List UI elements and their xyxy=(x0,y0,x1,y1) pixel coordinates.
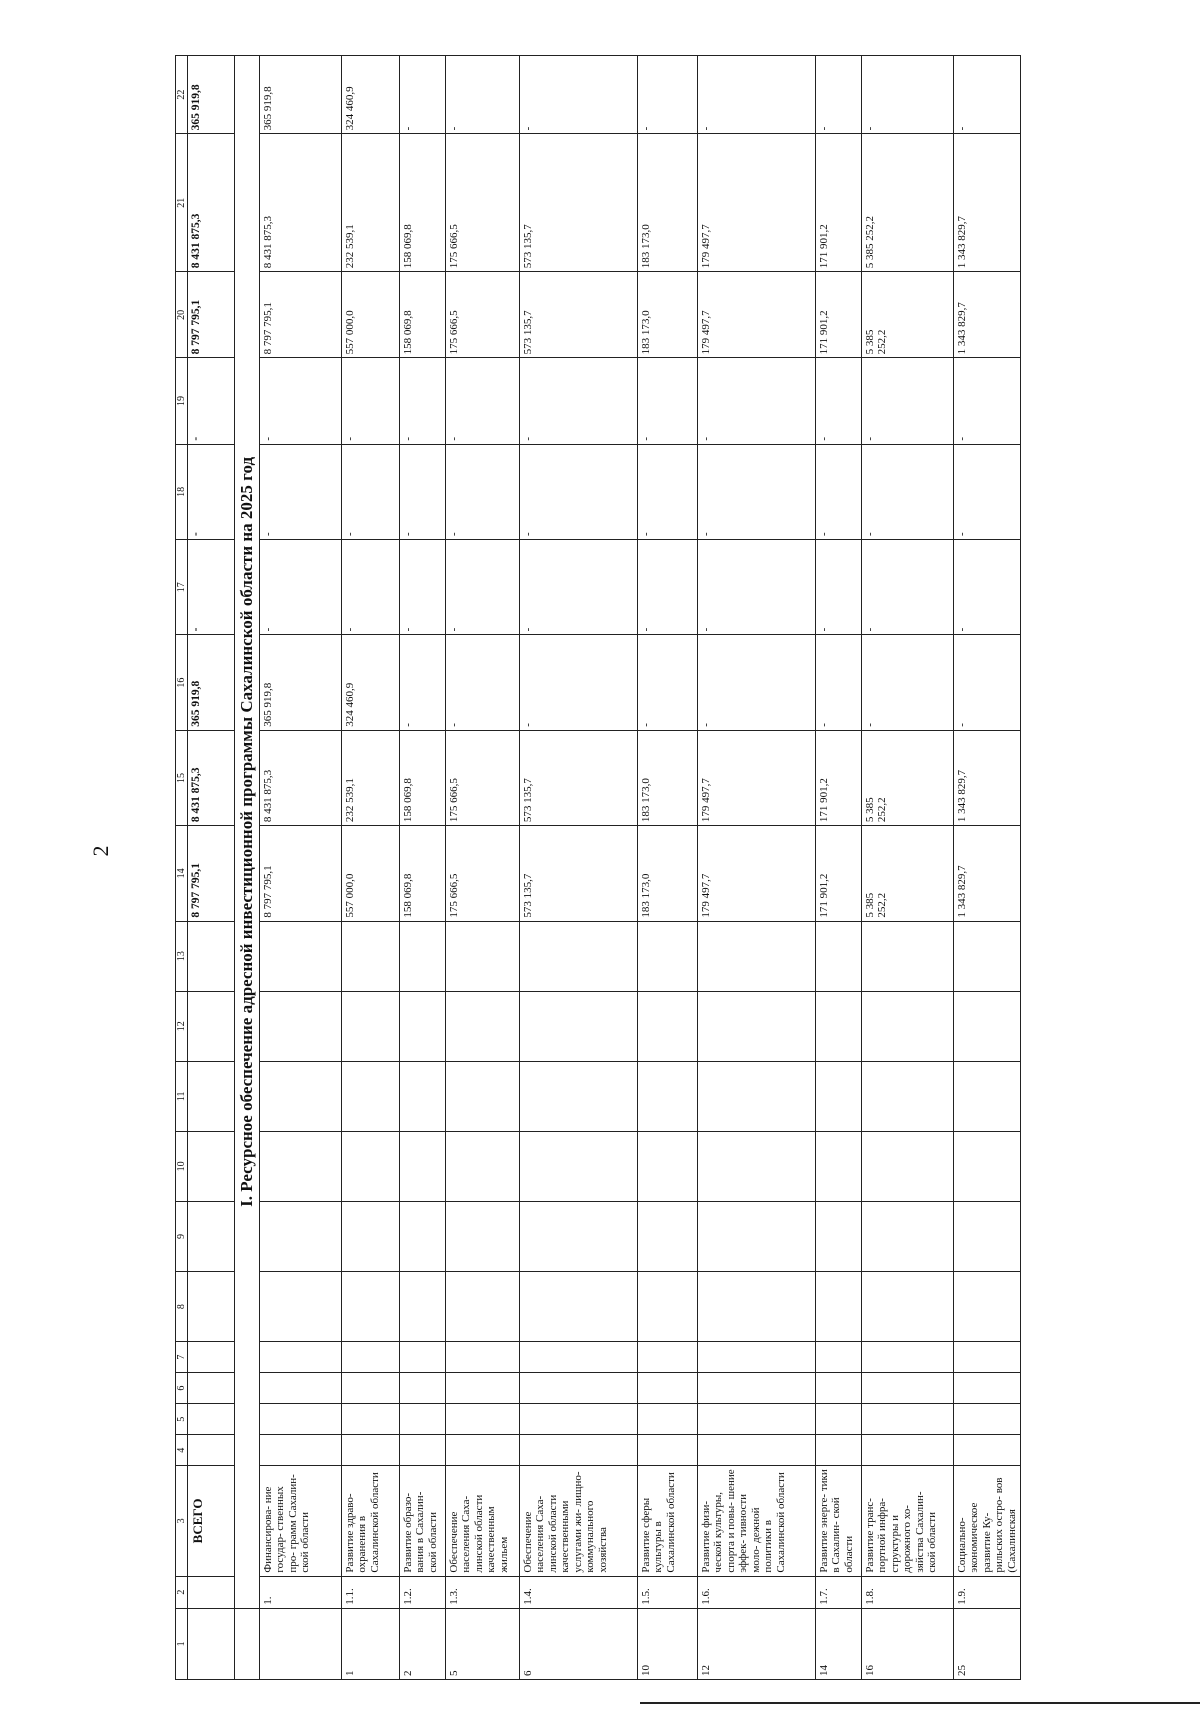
column-number: 20 xyxy=(176,272,188,358)
total-cell-21: 8 431 875,3 xyxy=(188,134,235,272)
cell-col-9 xyxy=(400,1201,446,1271)
table-row xyxy=(260,56,342,1680)
cell-col-20: 557 000,0 xyxy=(342,272,400,358)
cell-col-16: - xyxy=(862,635,954,730)
cell-col-7 xyxy=(698,1342,816,1373)
program-name: Социально- экономическое развитие Ку- рильских остро- вов (Сахалинская xyxy=(954,1466,1021,1576)
cell-col-11 xyxy=(342,1061,400,1131)
cell-col-4 xyxy=(816,1435,862,1466)
cell-col-8 xyxy=(260,1272,342,1342)
cell-col-5 xyxy=(342,1404,400,1435)
cell-col-6 xyxy=(816,1373,862,1404)
total-cell-20: 8 797 795,1 xyxy=(188,272,235,358)
table-row xyxy=(446,56,520,1680)
cell-col-10 xyxy=(520,1131,638,1201)
total-cell-18: - xyxy=(188,444,235,539)
cell-col-6 xyxy=(260,1373,342,1404)
cell-col-22: - xyxy=(638,56,698,134)
cell-col-5 xyxy=(446,1404,520,1435)
cell-col-10 xyxy=(638,1131,698,1201)
program-name: Обеспечение населения Саха- линской области качественными услугами жи- лищно- коммунального хозяйства xyxy=(520,1466,638,1576)
cell-col-22: - xyxy=(400,56,446,134)
cell-col-12 xyxy=(446,991,520,1061)
row-number: 1.4. xyxy=(520,1576,638,1608)
table-row xyxy=(698,56,816,1680)
cell-col-9 xyxy=(954,1201,1021,1271)
cell-col-9 xyxy=(862,1201,954,1271)
cell-col-17: - xyxy=(816,540,862,635)
investment-program-table xyxy=(175,55,1021,1680)
column-number: 1 xyxy=(176,1608,188,1679)
total-cell-12 xyxy=(188,991,235,1061)
row-index: 10 xyxy=(638,1608,698,1679)
cell-col-6 xyxy=(400,1373,446,1404)
cell-col-14: 179 497,7 xyxy=(698,826,816,921)
cell-col-8 xyxy=(954,1272,1021,1342)
cell-col-9 xyxy=(446,1201,520,1271)
cell-col-11 xyxy=(816,1061,862,1131)
cell-col-7 xyxy=(446,1342,520,1373)
row-number: 1.7. xyxy=(816,1576,862,1608)
cell-col-11 xyxy=(260,1061,342,1131)
cell-col-7 xyxy=(400,1342,446,1373)
cell-col-11 xyxy=(400,1061,446,1131)
column-number: 18 xyxy=(176,444,188,539)
row-number: 1.5. xyxy=(638,1576,698,1608)
cell-col-14: 171 901,2 xyxy=(816,826,862,921)
table-rotated-container xyxy=(175,55,1095,1680)
cell-col-9 xyxy=(520,1201,638,1271)
cell-col-21: 158 069,8 xyxy=(400,134,446,272)
page-number: 2 xyxy=(88,845,113,857)
cell-col-4 xyxy=(342,1435,400,1466)
cell-col-7 xyxy=(638,1342,698,1373)
cell-col-5 xyxy=(954,1404,1021,1435)
cell-col-21: 175 666,5 xyxy=(446,134,520,272)
cell-col-14: 175 666,5 xyxy=(446,826,520,921)
column-number: 2 xyxy=(176,1576,188,1608)
cell-col-15: 232 539,1 xyxy=(342,730,400,825)
cell-col-20: 8 797 795,1 xyxy=(260,272,342,358)
cell-col-18: - xyxy=(862,444,954,539)
row-index: 25 xyxy=(954,1608,1021,1679)
cell-col-20: 171 901,2 xyxy=(816,272,862,358)
cell-col-7 xyxy=(954,1342,1021,1373)
cell-col-12 xyxy=(816,991,862,1061)
cell-col-9 xyxy=(816,1201,862,1271)
cell-col-9 xyxy=(638,1201,698,1271)
column-number: 21 xyxy=(176,134,188,272)
cell-col-13 xyxy=(520,921,638,991)
total-cell-11 xyxy=(188,1061,235,1131)
cell-col-6 xyxy=(342,1373,400,1404)
cell-col-18: - xyxy=(342,444,400,539)
row-number: 1.9. xyxy=(954,1576,1021,1608)
cell-col-13 xyxy=(342,921,400,991)
cell-col-10 xyxy=(954,1131,1021,1201)
cell-col-18: - xyxy=(520,444,638,539)
total-cell-16: 365 919,8 xyxy=(188,635,235,730)
cell-col-15: 1 343 829,7 xyxy=(954,730,1021,825)
cell-col-22: 365 919,8 xyxy=(260,56,342,134)
row-number: 1.1. xyxy=(342,1576,400,1608)
total-row xyxy=(188,56,235,1680)
cell-col-12 xyxy=(698,991,816,1061)
total-cell-22: 365 919,8 xyxy=(188,56,235,134)
row-index: 16 xyxy=(862,1608,954,1679)
column-number: 3 xyxy=(176,1466,188,1576)
cell-col-21: 8 431 875,3 xyxy=(260,134,342,272)
total-label: ВСЕГО xyxy=(188,1466,235,1576)
column-number: 7 xyxy=(176,1342,188,1373)
cell-col-18: - xyxy=(816,444,862,539)
cell-col-4 xyxy=(520,1435,638,1466)
total-cell-8 xyxy=(188,1272,235,1342)
column-number: 17 xyxy=(176,540,188,635)
cell-col-19: - xyxy=(862,358,954,444)
cell-col-6 xyxy=(446,1373,520,1404)
row-index: 6 xyxy=(520,1608,638,1679)
table-row xyxy=(638,56,698,1680)
cell-col-17: - xyxy=(638,540,698,635)
footer-line xyxy=(640,1702,1200,1704)
cell-col-19: - xyxy=(400,358,446,444)
total-cell-6 xyxy=(188,1373,235,1404)
cell-col-17: - xyxy=(520,540,638,635)
cell-col-14: 557 000,0 xyxy=(342,826,400,921)
cell-col-4 xyxy=(954,1435,1021,1466)
cell-col-13 xyxy=(260,921,342,991)
column-number: 12 xyxy=(176,991,188,1061)
cell-col-18: - xyxy=(954,444,1021,539)
cell-col-12 xyxy=(400,991,446,1061)
cell-col-5 xyxy=(260,1404,342,1435)
cell-col-19: - xyxy=(698,358,816,444)
column-number-row xyxy=(176,56,188,1680)
cell-col-11 xyxy=(698,1061,816,1131)
cell-col-15: 158 069,8 xyxy=(400,730,446,825)
column-number: 22 xyxy=(176,56,188,134)
cell-col-17: - xyxy=(954,540,1021,635)
total-cell-5 xyxy=(188,1404,235,1435)
cell-col-10 xyxy=(816,1131,862,1201)
table-row xyxy=(816,56,862,1680)
cell-col-10 xyxy=(400,1131,446,1201)
cell-col-22: - xyxy=(862,56,954,134)
cell-col-18: - xyxy=(260,444,342,539)
cell-col-11 xyxy=(520,1061,638,1131)
cell-col-19: - xyxy=(520,358,638,444)
program-name: Развитие транс- портной инфра- структуры и дорожного хо- зяйства Сахалин- ской области xyxy=(862,1466,954,1576)
cell-col-13 xyxy=(954,921,1021,991)
cell-col-6 xyxy=(954,1373,1021,1404)
cell-col-8 xyxy=(342,1272,400,1342)
cell-col-20: 183 173,0 xyxy=(638,272,698,358)
total-cell-17: - xyxy=(188,540,235,635)
program-name: Развитие образо- вания в Сахалин- ской области xyxy=(400,1466,446,1576)
program-name: Развитие здраво- охранения в Сахалинской области xyxy=(342,1466,400,1576)
cell-col-10 xyxy=(698,1131,816,1201)
cell-col-14: 158 069,8 xyxy=(400,826,446,921)
cell-col-10 xyxy=(862,1131,954,1201)
cell-col-15: 5 385 252,2 xyxy=(862,730,954,825)
cell-col-18: - xyxy=(400,444,446,539)
cell-col-17: - xyxy=(862,540,954,635)
cell-col-5 xyxy=(520,1404,638,1435)
cell-col-5 xyxy=(816,1404,862,1435)
cell-col-21: 1 343 829,7 xyxy=(954,134,1021,272)
cell-col-19: - xyxy=(638,358,698,444)
total-cell-13 xyxy=(188,921,235,991)
total-cell-14: 8 797 795,1 xyxy=(188,826,235,921)
total-cell-10 xyxy=(188,1131,235,1201)
cell-col-9 xyxy=(698,1201,816,1271)
cell-col-21: 232 539,1 xyxy=(342,134,400,272)
cell-col-15: 573 135,7 xyxy=(520,730,638,825)
cell-col-7 xyxy=(342,1342,400,1373)
total-cell-7 xyxy=(188,1342,235,1373)
row-index: 14 xyxy=(816,1608,862,1679)
cell-col-16: 365 919,8 xyxy=(260,635,342,730)
cell-col-4 xyxy=(638,1435,698,1466)
cell-col-17: - xyxy=(400,540,446,635)
cell-col-14: 5 385 252,2 xyxy=(862,826,954,921)
cell-col-22: - xyxy=(446,56,520,134)
total-cell-1 xyxy=(188,1608,235,1679)
cell-col-15: 8 431 875,3 xyxy=(260,730,342,825)
cell-col-16: - xyxy=(520,635,638,730)
column-number: 10 xyxy=(176,1131,188,1201)
cell-col-14: 573 135,7 xyxy=(520,826,638,921)
table-row xyxy=(862,56,954,1680)
cell-col-18: - xyxy=(698,444,816,539)
row-number: 1. xyxy=(260,1576,342,1608)
cell-col-13 xyxy=(816,921,862,991)
cell-col-10 xyxy=(260,1131,342,1201)
row-number: 1.6. xyxy=(698,1576,816,1608)
row-number: 1.2. xyxy=(400,1576,446,1608)
cell-col-4 xyxy=(260,1435,342,1466)
cell-col-5 xyxy=(862,1404,954,1435)
cell-col-15: 179 497,7 xyxy=(698,730,816,825)
cell-col-8 xyxy=(638,1272,698,1342)
table-row xyxy=(954,56,1021,1680)
cell-col-19: - xyxy=(260,358,342,444)
cell-col-14: 8 797 795,1 xyxy=(260,826,342,921)
cell-col-9 xyxy=(260,1201,342,1271)
cell-col-19: - xyxy=(954,358,1021,444)
program-name: Развитие физи- ческой культуры, спорта и повы- шение эффек- тивности моло- дежной политики в Сахалинской области xyxy=(698,1466,816,1576)
cell-col-16: - xyxy=(816,635,862,730)
cell-col-10 xyxy=(342,1131,400,1201)
cell-col-19: - xyxy=(816,358,862,444)
cell-col-21: 171 901,2 xyxy=(816,134,862,272)
total-cell-4 xyxy=(188,1435,235,1466)
cell-col-14: 183 173,0 xyxy=(638,826,698,921)
row-number: 1.3. xyxy=(446,1576,520,1608)
cell-col-8 xyxy=(520,1272,638,1342)
cell-col-17: - xyxy=(342,540,400,635)
cell-col-21: 5 385 252,2 xyxy=(862,134,954,272)
column-number: 11 xyxy=(176,1061,188,1131)
cell-col-11 xyxy=(954,1061,1021,1131)
row-number: 1.8. xyxy=(862,1576,954,1608)
cell-col-12 xyxy=(260,991,342,1061)
cell-col-20: 158 069,8 xyxy=(400,272,446,358)
cell-col-8 xyxy=(446,1272,520,1342)
cell-col-22: - xyxy=(954,56,1021,134)
column-number: 9 xyxy=(176,1201,188,1271)
cell-col-6 xyxy=(520,1373,638,1404)
cell-col-12 xyxy=(342,991,400,1061)
row-index: 5 xyxy=(446,1608,520,1679)
cell-col-19: - xyxy=(342,358,400,444)
cell-col-11 xyxy=(446,1061,520,1131)
cell-col-13 xyxy=(698,921,816,991)
cell-col-13 xyxy=(446,921,520,991)
cell-col-17: - xyxy=(446,540,520,635)
cell-col-7 xyxy=(520,1342,638,1373)
table-row xyxy=(342,56,400,1680)
cell-col-22: - xyxy=(816,56,862,134)
cell-col-21: 179 497,7 xyxy=(698,134,816,272)
total-cell-15: 8 431 875,3 xyxy=(188,730,235,825)
cell-col-22: 324 460,9 xyxy=(342,56,400,134)
total-cell-9 xyxy=(188,1201,235,1271)
cell-col-15: 183 173,0 xyxy=(638,730,698,825)
cell-col-10 xyxy=(446,1131,520,1201)
cell-col-7 xyxy=(816,1342,862,1373)
table-row xyxy=(400,56,446,1680)
cell-col-20: 573 135,7 xyxy=(520,272,638,358)
cell-col-6 xyxy=(862,1373,954,1404)
cell-col-12 xyxy=(862,991,954,1061)
cell-col-17: - xyxy=(698,540,816,635)
column-number: 15 xyxy=(176,730,188,825)
row-index: 12 xyxy=(698,1608,816,1679)
program-name: Финансирова- ние государ- ственных про- грамм Сахалин- ской области xyxy=(260,1466,342,1576)
program-name: Обеспечение населения Саха- линской области качественным жильем xyxy=(446,1466,520,1576)
cell-col-16: - xyxy=(446,635,520,730)
cell-col-7 xyxy=(260,1342,342,1373)
cell-col-21: 573 135,7 xyxy=(520,134,638,272)
section-title-row xyxy=(235,56,260,1680)
cell-col-8 xyxy=(400,1272,446,1342)
cell-col-13 xyxy=(400,921,446,991)
cell-col-4 xyxy=(862,1435,954,1466)
cell-col-15: 171 901,2 xyxy=(816,730,862,825)
total-cell-19: - xyxy=(188,358,235,444)
cell-col-12 xyxy=(954,991,1021,1061)
total-cell-2 xyxy=(188,1576,235,1608)
cell-col-13 xyxy=(638,921,698,991)
column-number: 8 xyxy=(176,1272,188,1342)
cell-col-21: 183 173,0 xyxy=(638,134,698,272)
cell-col-17: - xyxy=(260,540,342,635)
cell-col-5 xyxy=(638,1404,698,1435)
table-row xyxy=(520,56,638,1680)
cell-col-12 xyxy=(520,991,638,1061)
cell-col-20: 179 497,7 xyxy=(698,272,816,358)
cell-col-11 xyxy=(638,1061,698,1131)
cell-col-4 xyxy=(446,1435,520,1466)
section-title: I. Ресурсное обеспечение адресной инвестиционной программы Сахалинской области на 2025 год xyxy=(235,56,260,1609)
cell-col-8 xyxy=(862,1272,954,1342)
cell-col-6 xyxy=(638,1373,698,1404)
cell-col-16: - xyxy=(954,635,1021,730)
cell-col-8 xyxy=(816,1272,862,1342)
cell-col-9 xyxy=(342,1201,400,1271)
column-number: 4 xyxy=(176,1435,188,1466)
cell-col-4 xyxy=(400,1435,446,1466)
cell-col-20: 1 343 829,7 xyxy=(954,272,1021,358)
cell-col-14: 1 343 829,7 xyxy=(954,826,1021,921)
cell-col-19: - xyxy=(446,358,520,444)
row-index: 1 xyxy=(342,1608,400,1679)
column-number: 16 xyxy=(176,635,188,730)
cell-col-7 xyxy=(862,1342,954,1373)
column-number: 6 xyxy=(176,1373,188,1404)
cell-col-16: - xyxy=(400,635,446,730)
cell-col-20: 5 385 252,2 xyxy=(862,272,954,358)
cell-col-4 xyxy=(698,1435,816,1466)
cell-col-22: - xyxy=(698,56,816,134)
cell-col-8 xyxy=(698,1272,816,1342)
column-number: 14 xyxy=(176,826,188,921)
program-name: Развитие сферы культуры в Сахалинской области xyxy=(638,1466,698,1576)
column-number: 13 xyxy=(176,921,188,991)
cell-col-18: - xyxy=(638,444,698,539)
cell-col-6 xyxy=(698,1373,816,1404)
row-index: 2 xyxy=(400,1608,446,1679)
section-title-spacer xyxy=(235,1608,260,1679)
column-number: 5 xyxy=(176,1404,188,1435)
cell-col-22: - xyxy=(520,56,638,134)
cell-col-16: - xyxy=(698,635,816,730)
column-number: 19 xyxy=(176,358,188,444)
cell-col-5 xyxy=(400,1404,446,1435)
row-index xyxy=(260,1608,342,1679)
cell-col-16: - xyxy=(638,635,698,730)
cell-col-20: 175 666,5 xyxy=(446,272,520,358)
cell-col-11 xyxy=(862,1061,954,1131)
cell-col-15: 175 666,5 xyxy=(446,730,520,825)
program-name: Развитие энерге- тики в Сахалин- ской области xyxy=(816,1466,862,1576)
cell-col-18: - xyxy=(446,444,520,539)
cell-col-16: 324 460,9 xyxy=(342,635,400,730)
cell-col-5 xyxy=(698,1404,816,1435)
cell-col-12 xyxy=(638,991,698,1061)
cell-col-13 xyxy=(862,921,954,991)
